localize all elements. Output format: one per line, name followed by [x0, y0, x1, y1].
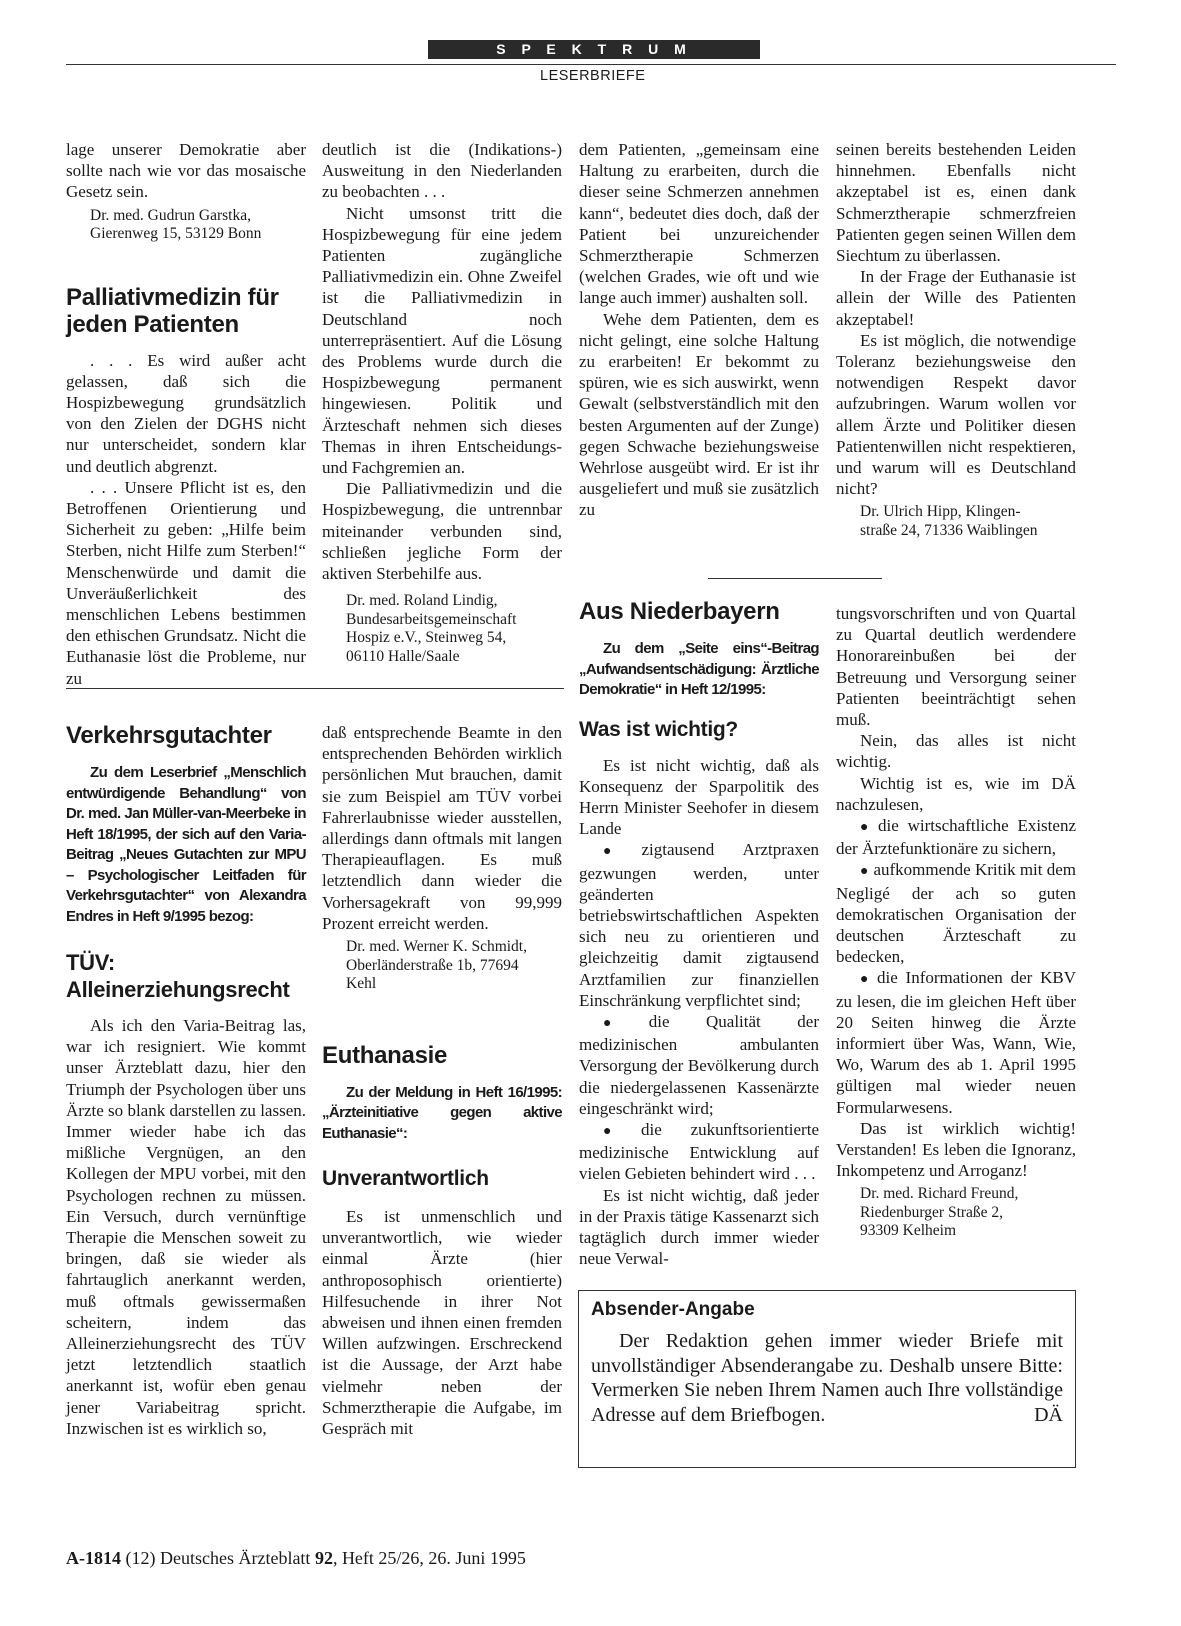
section-title: LESERBRIEFE — [540, 68, 646, 84]
headline-verkehrsgutachter: Verkehrsgutachter — [66, 722, 272, 749]
bullet-item: ● zigtausend Arztpraxen gezwungen werden, unter geänderten betriebswirtschaftlichen Aspekten sich neu zu orientieren und gleichzeitig damit zigtausend Arztfamilien zur finanziellen Einschränkung verpflichtet sind; — [579, 839, 819, 1011]
header-rule — [66, 64, 1116, 65]
paragraph: . . . Es wird außer acht gelassen, daß sich die Hospizbewegung grundsätzlich von den Zielen der DGHS nicht nur unterscheidet, sondern klar und deutlich abgrenzt. — [66, 350, 306, 476]
column-3-bottom — [579, 598, 819, 1269]
headline-euthanasie: Euthanasie — [322, 1041, 448, 1069]
letter-continuation: lage unserer Demokratie aber sollte nach wie vor das mosaische Gesetz sein. — [66, 140, 306, 202]
paragraph: Es ist unmenschlich und unverantwortlich, wie wieder einmal Ärzte (hier anthroposophisch orientierte) Hilfesuchende in ihrer Not abweisen und ihnen einen fremden Willen aufzwingen. Erschreckend ist die Aussage, der Arzt habe vielmehr neben der Schmerztherapie die Aufgabe, im Gespräch mit — [322, 1207, 562, 1439]
paragraph: deutlich ist die (Indikations-) Ausweitung in den Niederlanden zu beobachten . . . — [322, 140, 562, 202]
subheadline-tuev: TÜV: Alleinerziehungsrecht — [66, 950, 290, 1002]
absender-box-title: Absender-Angabe — [591, 1299, 755, 1320]
bullet-item: ● die wirtschaftliche Existenz der Ärztefunktionäre zu sichern, — [836, 815, 1076, 859]
paragraph: Es ist nicht wichtig, daß als Konsequenz der Sparpolitik des Herrn Minister Seehofer in diesem Lande — [579, 755, 819, 839]
paragraph: tungsvorschriften und von Quartal zu Quartal deutlich werdendere Honorareinbußen bei der Betreuung und Versorgung seiner Patienten beeinträchtigt sehen muß. — [836, 604, 1076, 730]
headline-niederbayern: Aus Niederbayern — [579, 598, 780, 625]
subheadline-unverantwortlich: Unverantwortlich — [322, 1167, 489, 1191]
paragraph: Wichtig ist es, wie im DÄ nachzulesen, — [836, 773, 1076, 814]
paragraph: . . . Unsere Pflicht ist es, den Betroffenen Orientierung und Sicherheit zu geben: „Hilfe beim Sterben, nicht Hilfe zum Sterben!“ Menschenwürde und damit die Unveräußerlichkeit des menschlichen Lebens bestimmen den ethischen Grundsatz. Nicht die Euthanasie löst die Probleme, nur zu — [66, 477, 306, 688]
paragraph: In der Frage der Euthanasie ist allein der Wille des Patienten akzeptabel! — [836, 267, 1076, 329]
bullet-item: ● die zukunftsorientierte medizinische Entwicklung auf vielen Gebieten behindert wird . . . — [579, 1119, 819, 1185]
footer-issue: , Heft 25/26, 26. Juni 1995 — [332, 1548, 526, 1568]
intro-niederbayern: Zu dem „Seite eins“-Beitrag „Aufwandsentschädigung: Ärztliche Demokratie“ in Heft 12/1995: — [579, 640, 819, 698]
absender-box-sign: DÄ — [1034, 1403, 1063, 1426]
intro-euthanasie: Zu der Meldung in Heft 16/1995: „Ärzteinitiative gegen aktive Euthanasie“: — [322, 1083, 562, 1142]
paragraph: Nicht umsonst tritt die Hospizbewegung für eine jedem Patienten zugängliche Palliativmedizin ein. Ohne Zweifel ist die Palliativmedizin in Deutschland noch unterrepräsentiert. Auf die Lösung des Problems wurde durch die Hospizbewegung permanent hingewiesen. Politik und Ärzteschaft nehmen sich dieses Themas in ihren Entscheidungs- und Fachgremien an. — [322, 203, 562, 478]
paragraph: Nein, das alles ist nicht wichtig. — [836, 731, 1076, 772]
footer-volume: 92 — [314, 1548, 333, 1568]
paragraph: daß entsprechende Beamte in den entsprechenden Behörden wirklich persönlichen Mut brauchen, damit sie zum Beispiel am TÜV vorbei Fahrerlaubnisse wieder ausstellen, allerdings dann oftmals mit langen Therapieauflagen. Es muß letztendlich dann wieder die Vorhersagekraft von 99,999 Prozent erreicht werden. — [322, 723, 562, 933]
column-3-top — [579, 139, 819, 521]
bullet-item: ● die Informationen der KBV zu lesen, die im gleichen Heft über 20 Seiten hinweg die Ärzte informiert über Was, Wann, Wie, Wo, Warum des ab 1. April 1995 gültigen mal wieder neuen Formularwesens. — [836, 967, 1076, 1117]
paragraph: Es ist nicht wichtig, daß jeder in der Praxis tätige Kassenarzt sich tagtäglich durch immer wieder neue Verwal- — [579, 1185, 819, 1269]
column-1-top — [66, 139, 306, 689]
paragraph: Wehe dem Patienten, dem es nicht gelingt, eine solche Haltung zu erarbeiten! Er bekommt zu spüren, wie es sich auswirkt, wenn Gewalt (selbstverständlich mit den besten Argumenten auf der Zunge) gegen Schwache beziehungsweise Wehrlose ausgeübt wird. Er ist ihr ausgeliefert und muß sie zusätzlich zu — [579, 309, 819, 520]
paragraph: Die Palliativmedizin und die Hospizbewegung, die untrennbar miteinander verbunden sind, schließen jegliche Form der aktiven Sterbehilfe aus. — [322, 479, 562, 584]
column-2-top — [322, 139, 562, 666]
paragraph: Es ist möglich, die notwendige Toleranz beziehungsweise den notwendigen Respekt davor aufzubringen. Warum wollen vor allem Ärzte und Politiker diesen Patientenwillen nicht respektieren, und warum will es Deutschland nicht? — [836, 330, 1076, 499]
intro-verkehr: Zu dem Leserbrief „Menschlich entwürdigende Behandlung“ von Dr. med. Jan Müller-van-Meerbeke in Heft 18/1995, der sich auf den Varia-Beitrag „Neues Gutachten zur MPU – Psychologischer Leitfaden für Verkehrsgutachter“ von Alexandra Endres in Heft 9/1995 bezog: — [66, 764, 306, 925]
paragraph: Als ich den Varia-Beitrag las, war ich resigniert. Wie kommt unser Ärzteblatt dazu, hier den Triumph der Psychologen über uns Ärzte so blank darstellen zu lassen. Immer wieder habe ich das mißliche Vergnügen, an den Kollegen der MPU vorbei, mit den Psychologen rechnen zu müssen. Ein Versuch, durch vernünftige Therapie die Menschen soweit zu bringen, daß sie wieder als fahrtauglich anerkannt werden, muß oftmals gewissermaßen scheitern, indem das Alleinerziehungsrecht des TÜV jetzt letztendlich staatlich anerkannt ist, wofür eben genau jener Variabeitrag spricht. Inzwischen ist es wirklich so, — [66, 1016, 306, 1438]
separator-right — [708, 578, 882, 579]
subheadline-was-ist-wichtig: Was ist wichtig? — [579, 717, 738, 741]
paragraph: dem Patienten, „gemeinsam eine Haltung zu erarbeiten, durch die dieser seine Schmerzen annehmen kann“, bedeutet dies doch, daß der Patient bei unzureichender Schmerztherapie Schmerzen (welchen Grades, wie oft und wie lange auch immer) aushalten soll. — [579, 140, 819, 308]
bullet-item: ● aufkommende Kritik mit dem Negligé der ach so guten demokratischen Organisation der deutschen Ärzteschaft zu bedecken, — [836, 859, 1076, 967]
column-1-bottom — [66, 722, 306, 1439]
separator-left — [66, 688, 564, 689]
paragraph: seinen bereits bestehenden Leiden hinnehmen. Ebenfalls nicht akzeptabel ist es, einen dank Schmerztherapie schmerzfreien Patienten gegen seinen Willen dem Siechtum zu überlassen. — [836, 140, 1076, 266]
headline-palliativmedizin: Palliativmedizin für jeden Patienten — [66, 283, 279, 338]
column-4-top — [836, 139, 1076, 540]
absender-box-text: Der Redaktion gehen immer wieder Briefe mit unvollständiger Absenderangabe zu. Deshalb unsere Bitte: Vermerken Sie neben Ihrem Namen auch Ihre vollständige Adresse auf dem Briefbogen. DÄ — [591, 1330, 1063, 1426]
signature-schmidt: Dr. med. Werner K. Schmidt, Oberländerstraße 1b, 77694 Kehl — [346, 938, 527, 993]
bullet-item: ● die Qualität der medizinischen ambulanten Versorgung der Bevölkerung durch die niedergelassenen Kassenärzte eingeschränkt wird; — [579, 1011, 819, 1119]
footer-journal: (12) Deutsches Ärzteblatt — [125, 1548, 311, 1568]
header-kicker: S P E K T R U M — [496, 41, 692, 57]
column-2-bottom — [322, 722, 562, 1439]
column-4-bottom — [836, 603, 1076, 1241]
absender-box — [578, 1290, 1076, 1468]
footer — [66, 1548, 526, 1569]
signature-hipp: Dr. Ulrich Hipp, Klingen- straße 24, 71336 Waiblingen — [860, 503, 1038, 539]
page-number: A-1814 — [66, 1548, 121, 1568]
signature-garstka: Dr. med. Gudrun Garstka, Gierenweg 15, 53129 Bonn — [90, 206, 262, 243]
signature-lindig: Dr. med. Roland Lindig, Bundesarbeitsgemeinschaft Hospiz e.V., Steinweg 54, 06110 Halle/Saale — [346, 592, 517, 665]
paragraph: Das ist wirklich wichtig! Verstanden! Es leben die Ignoranz, Inkompetenz und Arroganz! — [836, 1118, 1076, 1181]
header-kicker-bar — [428, 40, 760, 59]
signature-freund: Dr. med. Richard Freund, Riedenburger Straße 2, 93309 Kelheim — [860, 1185, 1019, 1240]
